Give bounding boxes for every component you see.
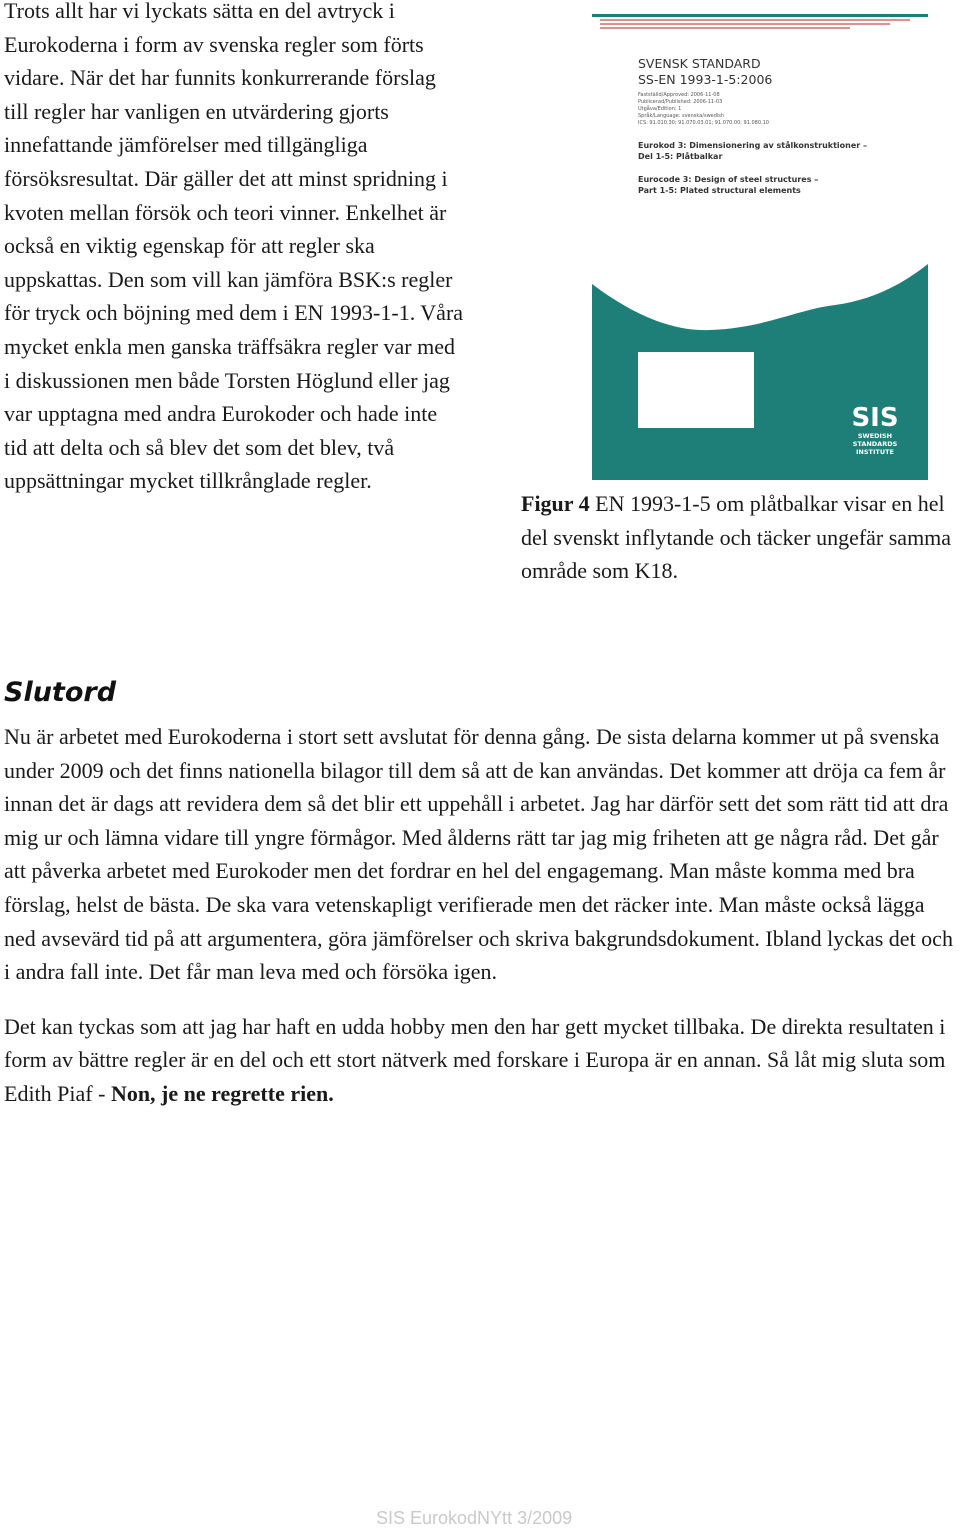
cover-number: SS-EN 1993-1-5:2006	[638, 72, 773, 87]
standard-cover-figure	[592, 14, 928, 480]
sis-logo-sub-2: STANDARDS	[852, 440, 898, 448]
section-heading: Slutord	[4, 677, 117, 708]
page-footer: SIS EurokodNYtt 3/2009	[376, 1508, 573, 1528]
sis-logo-sub-3: INSTITUTE	[856, 448, 894, 456]
left-column-text	[4, 0, 464, 498]
figure-caption-label: Figur 4	[521, 491, 590, 516]
figure-caption	[521, 487, 957, 588]
cover-title-sv-2: Del 1-5: Plåtbalkar	[638, 152, 723, 161]
cover-header-notice	[600, 19, 910, 29]
section-paragraph-1: Nu är arbetet med Eurokoderna i stort sett avslutat för denna gång. De sista delarna kommer ut på svenska under 2009 och det finns nationella bilagor till dem så att de kan användas. Det kommer att dröja ca fem år innan det är dags att revidera dem så det blir ett uppehåll i arbetet. Jag har därför sett det som rätt tid att dra mig ur och lämna vidare till yngre förmågor. Med ålderns rätt tar jag mig friheten att ge några råd. Det går att påverka arbetet med Eurokoder men det fordrar en hel del engagemang. Man måste komma med bra förslag, helst de bästa. De ska vara vetenskapligt verifierade men det räcker inte. Man måste också lägga ned avsevärd tid på att argumentera, göra jämförelser och skriva bakgrundsdokument. Ibland lyckas det och i andra fall inte. Det får man leva med och försöka igen.	[4, 724, 953, 985]
cover-top-rule	[592, 14, 928, 17]
cover-title: SVENSK STANDARD	[638, 56, 761, 71]
cover-title-sv-1: Eurokod 3: Dimensionering av stålkonstruktioner –	[638, 141, 868, 150]
standard-cover-image	[592, 14, 928, 480]
intro-paragraph: Trots allt har vi lyckats sätta en del avtryck i Eurokoderna i form av svenska regler som förts vidare. När det har funnits konkurrerande förslag till regler har vanligen en utvärdering gjorts innefattande jämförelser med tillgängliga försöksresultat. Där gäller det att minst spridning i kvoten mellan försök och teori vinner. Enkelhet är också en viktig egenskap för att regler ska uppskattas. Den som vill kan jämföra BSK:s regler för tryck och böjning med dem i EN 1993-1-1. Våra mycket enkla men ganska träffsäkra regler var med i diskussionen men både Torsten Höglund eller jag var upptagna med andra Eurokoder och hade inte tid att delta och så blev det som det blev, två uppsättningar mycket tillkrånglade regler.	[4, 0, 464, 494]
section-paragraph-2-text: Det kan tyckas som att jag har haft en udda hobby men den har gett mycket tillbaka. De direkta resultaten i form av bättre regler är en del och ett stort nätverk med forskare i Europa är en annan. Så låt mig sluta som Edith Piaf -	[4, 1013, 946, 1106]
section-paragraph-2-quote: Non, je ne regrette rien.	[110, 1080, 334, 1106]
section-paragraph-2	[4, 1010, 960, 1111]
cover-meta-line-2: Publicerad/Published: 2006-11-03	[638, 99, 723, 105]
cover-white-window	[638, 352, 754, 428]
section-body	[4, 720, 960, 1132]
cover-meta-line-3: Utgåva/Edition: 1	[638, 106, 682, 112]
cover-meta-line-1: Fastställd/Approved: 2006-11-08	[638, 92, 720, 98]
sis-logo: SIS	[851, 403, 899, 433]
cover-meta-line-4: Språk/Language: svenska/swedish	[638, 113, 725, 119]
cover-meta-line-5: ICS: 91.010.30; 91.070.03.01; 91.070.00; 91.080.10	[638, 120, 769, 126]
sis-logo-sub-1: SWEDISH	[857, 432, 893, 440]
cover-title-en-1: Eurocode 3: Design of steel structures –	[638, 175, 819, 184]
cover-title-en-2: Part 1-5: Plated structural elements	[638, 186, 801, 195]
figure-caption-text: EN 1993-1-5 om plåtbalkar visar en hel del svenskt inflytande och täcker ungefär samma område som K18.	[521, 491, 952, 584]
